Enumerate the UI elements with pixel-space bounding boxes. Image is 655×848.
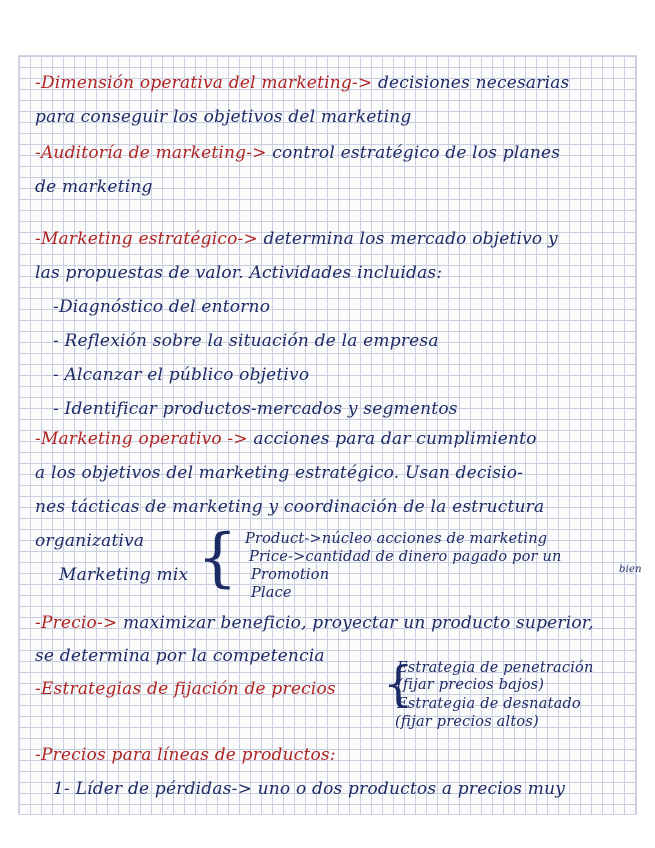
- definition-marketing-operativo: acciones para dar cumplimiento: [247, 429, 537, 449]
- term-auditoria: -Auditoría de marketing->: [35, 143, 267, 163]
- term-estrategias-fijacion: -Estrategias de fijación de precios: [35, 679, 336, 699]
- definition-auditoria: control estratégico de los planes: [266, 143, 561, 163]
- note-line-19: [35, 612, 594, 634]
- bullet-item: - Identificar productos-mercados y segmentos: [53, 399, 458, 419]
- note-line-12: a los objetivos del marketing estratégico. Usan decisio-: [35, 463, 524, 483]
- definition-marketing-estrategico: determina los mercado objetivo y: [257, 229, 558, 249]
- strategy-desnatado-note: (fijar precios altos): [395, 714, 539, 730]
- mix-place: Place: [251, 585, 292, 601]
- note-line-4: de marketing: [35, 177, 153, 197]
- term-dimension-operativa: -Dimensión operativa del marketing->: [35, 73, 373, 93]
- definition-dimension-operativa: decisiones necesarias: [372, 73, 570, 93]
- bullet-item: - Reflexión sobre la situación de la empresa: [53, 331, 439, 351]
- strategy-penetracion: Estrategia de penetración: [397, 660, 594, 676]
- term-precios-lineas: -Precios para líneas de productos:: [35, 745, 336, 765]
- notebook-page: [18, 55, 642, 815]
- mix-price-continued: bien: [619, 564, 642, 575]
- bullet-item: -Diagnóstico del entorno: [53, 297, 271, 317]
- term-marketing-operativo: -Marketing operativo ->: [35, 429, 248, 449]
- note-line-3: [35, 142, 560, 164]
- note-line-26: 1- Líder de pérdidas-> uno o dos productos a precios muy: [53, 779, 566, 799]
- term-precio: -Precio->: [35, 613, 118, 633]
- strategy-brace: {: [383, 656, 414, 712]
- mix-price: Price->cantidad de dinero pagado por un: [249, 549, 562, 565]
- note-line-13: nes tácticas de marketing y coordinación de la estructura: [35, 497, 545, 517]
- note-line-14: organizativa: [35, 531, 145, 551]
- mix-brace: {: [197, 521, 238, 595]
- note-line-20: se determina por la competencia: [35, 646, 325, 666]
- definition-precio: maximizar beneficio, proyectar un producto superior,: [117, 613, 594, 633]
- bullet-item: - Alcanzar el público objetivo: [53, 365, 310, 385]
- marketing-mix-label: Marketing mix: [59, 565, 189, 585]
- strategy-penetracion-note: (fijar precios bajos): [397, 677, 545, 693]
- mix-promotion: Promotion: [251, 567, 330, 583]
- note-line-6: las propuestas de valor. Actividades incluidas:: [35, 263, 443, 283]
- note-line-2: para conseguir los objetivos del marketing: [35, 107, 412, 127]
- term-marketing-estrategico: -Marketing estratégico->: [35, 229, 258, 249]
- note-line-1: [35, 72, 569, 94]
- note-line-11: [35, 428, 537, 450]
- strategy-desnatado: Estrategia de desnatado: [397, 696, 581, 712]
- note-line-5: [35, 228, 558, 250]
- mix-product: Product->núcleo acciones de marketing: [245, 531, 548, 547]
